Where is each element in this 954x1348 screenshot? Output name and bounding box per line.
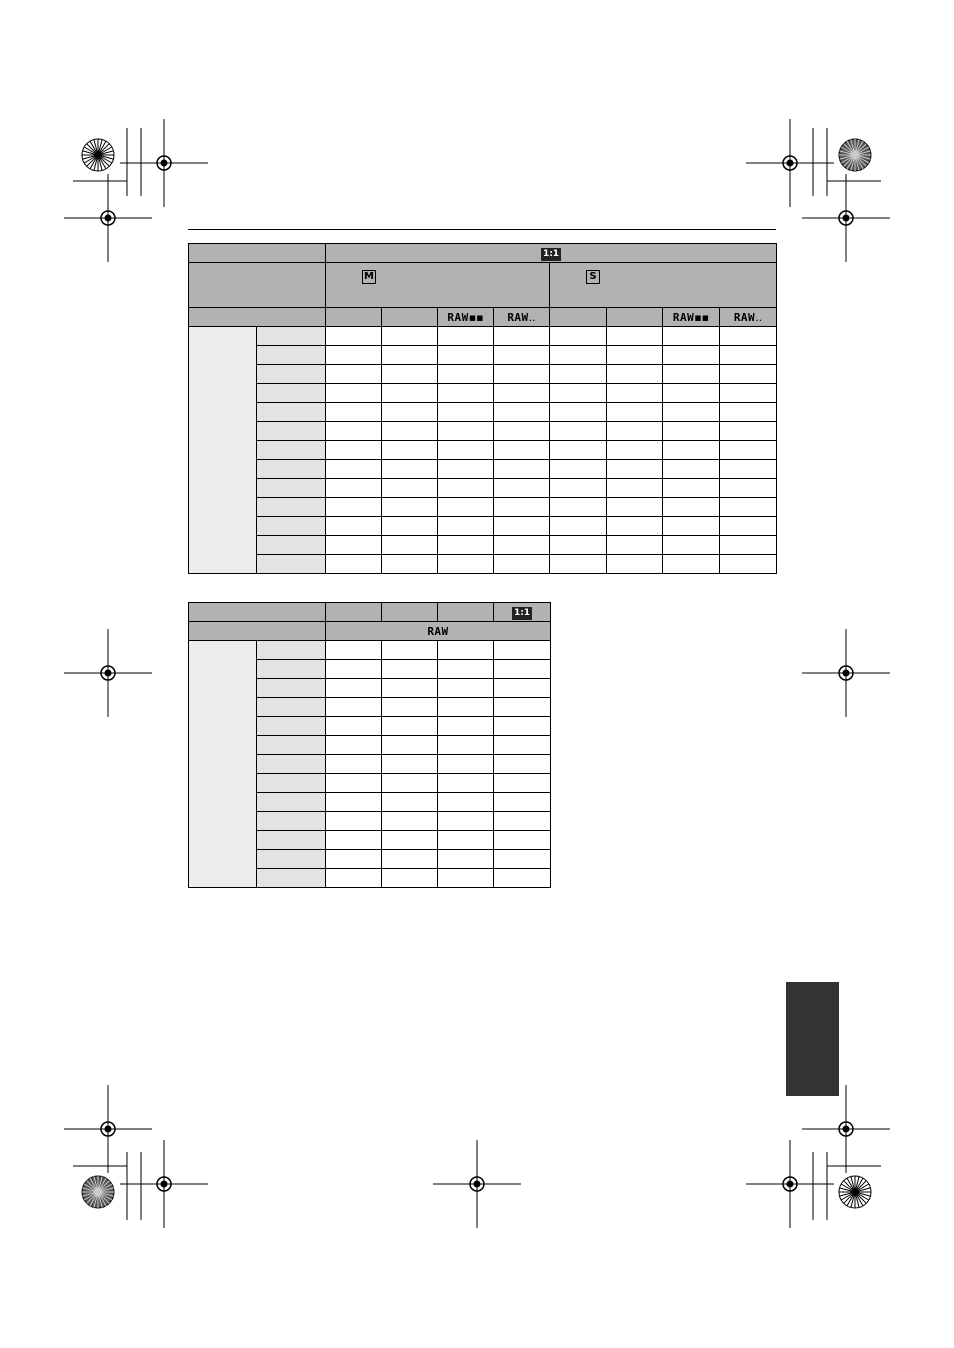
size-m-icon: M [362,270,376,284]
raw-label: RAW [427,624,449,638]
crosshair-dot [161,1181,168,1188]
quality-raw-fine-cell: RAW▪▪ [438,308,494,327]
size-s-icon: S [586,270,600,284]
crosshair-dot [105,670,112,677]
quality-raw-standard-cell: RAW.. [494,308,550,327]
aspect-1-1-icon: 1:1 [513,607,531,618]
raw-fine-icon: RAW [672,310,695,324]
raw-standard-icon: RAW [733,310,756,324]
crosshair-dot [843,1126,850,1133]
crosshair-dot [787,1181,794,1188]
raw-standard-icon: RAW [507,310,529,324]
crosshair-dot [105,215,112,222]
crosshair-dot [161,160,168,167]
quality-raw-standard-cell: RAW.. [720,308,777,327]
crosshair-dot [474,1181,481,1188]
aspect-1-1-icon: 1:1 [542,248,560,259]
crosshair-dot [787,160,794,167]
crosshair-dot [843,670,850,677]
raw-fine-icon: RAW [447,310,469,324]
quality-raw-fine-cell: RAW▪▪ [663,308,720,327]
crosshair-dot [843,215,850,222]
crosshair-dot [105,1126,112,1133]
